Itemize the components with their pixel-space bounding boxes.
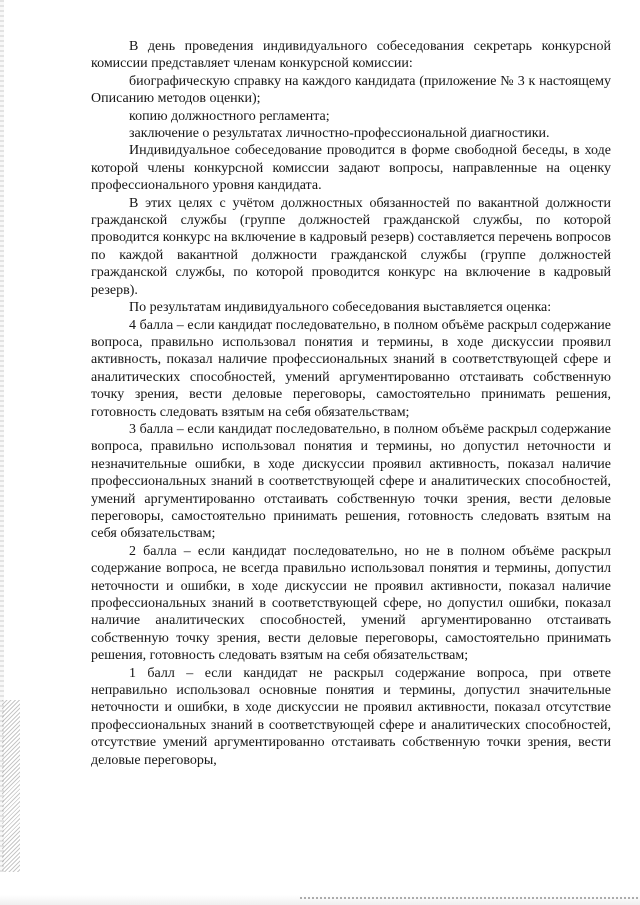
document-body: [91, 38, 611, 769]
scan-line-artifact: [300, 897, 640, 899]
paragraph-list-item-biography: биографическую справку на каждого кандидата (приложение № 3 к настоящему Описанию методов оценки);: [91, 73, 611, 107]
paragraph-scoring-intro: По результатам индивидуального собеседования выставляется оценка:: [129, 300, 552, 316]
paragraph-list-item-regulation: копию должностного регламента;: [129, 108, 330, 124]
scan-edge-bottom: [0, 872, 640, 905]
paragraph-interview-form: Индивидуальное собеседование проводится в форме свободной беседы, в ходе которой члены конкурсной комиссии задают вопросы, направленные на оценку профессионального уровня кандидата.: [91, 143, 611, 194]
paragraph-score-3: 3 балла – если кандидат последовательно, в полном объёме раскрыл содержание вопроса, правильно использовал понятия и термины, но допустил неточности и незначительные ошибки, в ходе дискуссии проявил активность, показал наличие профессиональных знаний в соответствующей сфере и аналитических способностей, умений аргументированно отстаивать собственную точки зрения, вести деловые переговоры, самостоятельно принимать решения, готовность следовать взятым на себя обязательствам;: [91, 421, 611, 542]
paragraph-score-4: 4 балла – если кандидат последовательно, в полном объёме раскрыл содержание вопроса, правильно использовал понятия и термины, в ходе дискуссии проявил активность, показал наличие профессиональных знаний в соответствующей сфере и аналитических способностей, умений аргументированно отстаивать собственную точку зрения, вести деловые переговоры, самостоятельно принимать решения, готовность следовать взятым на себя обязательствам;: [91, 317, 611, 420]
paragraph-list-item-diagnostics: заключение о результатах личностно-профессиональной диагностики.: [129, 126, 550, 142]
paragraph-questions-list: В этих целях с учётом должностных обязанностей по вакантной должности гражданской службы (группе должностей гражданской службы, по которой проводится конкурс на включение в кадровый резерв) составляется перечень вопросов по каждой вакантной должности гражданской службы (группе должностей гражданской службы, по которой проводится конкурс на включение в кадровый резерв).: [91, 195, 611, 298]
paragraph-intro: В день проведения индивидуального собеседования секретарь конкурсной комиссии представляет членам конкурсной комиссии:: [91, 39, 611, 72]
paragraph-score-2: 2 балла – если кандидат последовательно, но не в полном объёме раскрыл содержание вопроса, не всегда правильно использовал понятия и термины, допустил неточности и ошибки, в ходе дискуссии не проявил активности, показал наличие профессиональных знаний в соответствующей сфере, но допустил ошибки, показал наличие аналитических способностей, умений аргументированно отстаивать собственную точку зрения, вести деловые переговоры, самостоятельно принимать решения, готовность следовать взятым на себя обязательствам;: [91, 543, 611, 664]
paragraph-score-1: 1 балл – если кандидат не раскрыл содержание вопроса, при ответе неправильно использовал основные понятия и термины, допустил значительные неточности и ошибки, в ходе дискуссии не проявил активности, показал отсутствие профессиональных знаний в соответствующей сфере и аналитических способностей, отсутствие умений аргументированно отстаивать собственную точки зрения, вести деловые переговоры,: [91, 665, 611, 768]
